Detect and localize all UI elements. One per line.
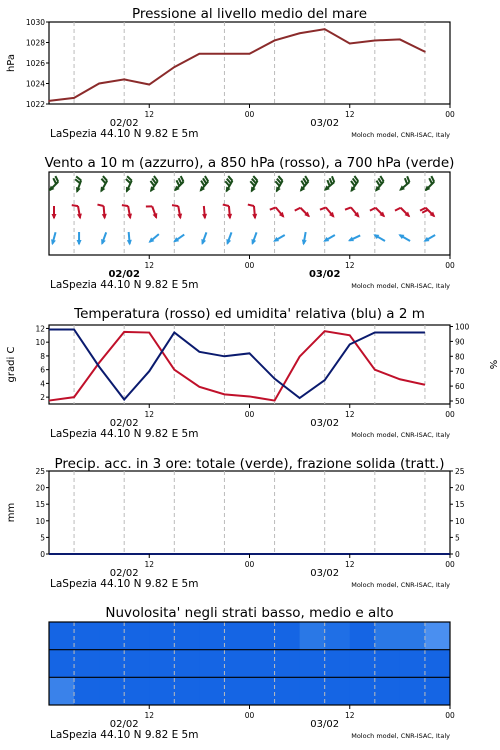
- cloud-cell: [300, 622, 326, 650]
- cloud-cell: [149, 622, 175, 650]
- x-tick-label: 12: [344, 110, 355, 119]
- pressure-point: [274, 40, 276, 42]
- y2-tick-label: 100: [455, 322, 470, 332]
- time-axis-4: [50, 705, 455, 741]
- y2-tick-label: 15: [455, 500, 465, 510]
- plot-frame-2: [49, 325, 450, 404]
- cloud-cell: [425, 622, 451, 650]
- y2-tick-label: 0: [455, 550, 460, 559]
- location-label: LaSpezia 44.10 N 9.82 E 5m: [50, 279, 199, 291]
- y-tick-label: 1024: [25, 79, 45, 89]
- x-tick-label: 12: [144, 711, 155, 720]
- x-tick-label: 12: [344, 410, 355, 419]
- x-tick-label: 00: [445, 711, 455, 720]
- x-tick-label: 00: [445, 110, 455, 119]
- y-tick-label: 10: [35, 516, 45, 526]
- y2-axis-label: %: [487, 359, 498, 370]
- cloud-cell: [250, 650, 276, 678]
- cloud-cell: [149, 650, 175, 678]
- cloud-cell: [74, 650, 100, 678]
- x-tick-label: 00: [244, 711, 255, 720]
- x-tick-label: 12: [344, 711, 355, 720]
- x-tick-label: 12: [144, 261, 155, 270]
- date-label: 03/02: [310, 568, 340, 579]
- cloud-cell: [49, 650, 75, 678]
- y2-tick-label: 90: [455, 337, 465, 347]
- cloud-cell: [174, 622, 200, 650]
- date-label: 03/02: [310, 719, 340, 730]
- cloud-cell: [375, 622, 401, 650]
- panel-title-4: Nuvolosita' negli strati basso, medio e alto: [105, 605, 394, 621]
- y-tick-label: 1030: [25, 18, 45, 27]
- location-label: LaSpezia 44.10 N 9.82 E 5m: [50, 128, 199, 140]
- cloud-cell: [174, 650, 200, 678]
- cloud-cell: [99, 622, 125, 650]
- cloud-cell: [300, 677, 326, 705]
- x-tick-label: 12: [344, 560, 355, 569]
- cloud-cell: [149, 677, 175, 705]
- pressure-point: [374, 40, 376, 42]
- cloud-cell: [325, 650, 351, 678]
- y2-tick-label: 20: [455, 483, 465, 493]
- y-tick-label: 4: [40, 379, 45, 389]
- model-label: Moloch model, CNR-ISAC, Italy: [351, 282, 450, 290]
- pressure-point: [123, 79, 125, 81]
- pressure-point: [299, 32, 301, 34]
- y-tick-label: 25: [35, 467, 45, 476]
- pressure-point: [424, 51, 426, 53]
- pressure-point: [48, 100, 50, 102]
- cloud-cell: [350, 622, 376, 650]
- cloud-cell: [224, 650, 250, 678]
- x-tick-label: 00: [244, 560, 255, 569]
- x-tick-label: 12: [144, 110, 155, 119]
- y-tick-label: 10: [35, 338, 45, 348]
- panel-title-2: Temperatura (rosso) ed umidita' relativa (blu) a 2 m: [74, 306, 425, 322]
- cloud-cell: [325, 677, 351, 705]
- y2-tick-label: 10: [455, 516, 465, 526]
- barb-feather: [122, 205, 128, 206]
- y-tick-label: 1022: [25, 100, 45, 109]
- cloud-cell: [224, 677, 250, 705]
- x-tick-label: 00: [244, 410, 255, 419]
- cloud-cell: [275, 650, 301, 678]
- model-label: Moloch model, CNR-ISAC, Italy: [351, 581, 450, 589]
- cloud-cell: [250, 622, 276, 650]
- y2-tick-label: 25: [455, 467, 465, 476]
- cloud-cell: [350, 650, 376, 678]
- pressure-point: [399, 39, 401, 41]
- model-label: Moloch model, CNR-ISAC, Italy: [351, 431, 450, 439]
- pressure-point: [199, 53, 201, 55]
- cloud-cell: [425, 677, 451, 705]
- y2-tick-label: 60: [455, 382, 465, 392]
- cloud-cell: [49, 677, 75, 705]
- y-tick-label: 20: [35, 483, 45, 493]
- y-tick-label: 8: [40, 351, 45, 361]
- cloud-cell: [325, 622, 351, 650]
- pressure-point: [224, 53, 226, 55]
- cloud-cell: [74, 677, 100, 705]
- cloud-cell: [300, 650, 326, 678]
- cloud-cell: [124, 650, 150, 678]
- x-tick-label: 00: [445, 410, 455, 419]
- y-tick-label: 5: [40, 533, 45, 543]
- x-tick-label: 12: [144, 560, 155, 569]
- cloud-cell: [250, 677, 276, 705]
- y2-tick-label: 5: [455, 533, 460, 543]
- cloud-cell: [199, 677, 225, 705]
- y-axis-label: gradi C: [6, 346, 17, 383]
- plot-frame-0: [49, 22, 450, 104]
- cloud-cell: [124, 622, 150, 650]
- y-tick-label: 12: [35, 324, 45, 334]
- panel-title-0: Pressione al livello medio del mare: [131, 6, 368, 22]
- date-label: 02/02: [109, 118, 139, 129]
- y-axis-label: mm: [6, 502, 17, 523]
- barb-feather: [172, 205, 178, 206]
- x-tick-label: 00: [244, 261, 255, 270]
- y-tick-label: 1026: [25, 59, 45, 68]
- x-tick-label: 00: [445, 261, 455, 270]
- date-label: 02/02: [109, 719, 139, 730]
- cloud-cell: [199, 622, 225, 650]
- cloud-cell: [74, 622, 100, 650]
- pressure-point: [148, 84, 150, 86]
- pressure-point: [249, 53, 251, 55]
- cloud-cell: [375, 650, 401, 678]
- time-axis-1: [50, 255, 455, 291]
- location-label: LaSpezia 44.10 N 9.82 E 5m: [50, 428, 199, 440]
- barb-feather: [72, 205, 78, 206]
- time-axis-3: [50, 554, 455, 590]
- model-label: Moloch model, CNR-ISAC, Italy: [351, 131, 450, 139]
- cloud-cell: [49, 622, 75, 650]
- x-tick-label: 00: [244, 110, 255, 119]
- location-label: LaSpezia 44.10 N 9.82 E 5m: [50, 578, 199, 590]
- y-axis-label: hPa: [6, 53, 17, 73]
- cloud-layer-1: [49, 650, 451, 678]
- y2-tick-label: 50: [455, 397, 465, 407]
- date-label: 02/02: [109, 418, 139, 429]
- date-label: 03/02: [308, 269, 341, 280]
- y-tick-label: 1028: [25, 38, 45, 48]
- y-tick-label: 6: [40, 365, 45, 375]
- pressure-point: [174, 66, 176, 68]
- date-label: 02/02: [108, 269, 140, 280]
- cloud-cell: [275, 622, 301, 650]
- date-label: 03/02: [310, 118, 340, 129]
- x-tick-label: 12: [344, 261, 355, 270]
- time-axis-0: [50, 104, 455, 140]
- cloud-cell: [99, 650, 125, 678]
- panel-title-3: Precip. acc. in 3 ore: totale (verde), frazione solida (tratt.): [54, 456, 445, 472]
- pressure-point: [349, 43, 351, 45]
- plot-frame-3: [49, 471, 450, 554]
- y2-tick-label: 70: [455, 367, 465, 377]
- plot-frame-1: [49, 172, 450, 255]
- y-tick-label: 2: [40, 393, 45, 403]
- date-label: 02/02: [109, 568, 139, 579]
- cloud-cell: [425, 650, 451, 678]
- pressure-point: [98, 83, 100, 85]
- model-label: Moloch model, CNR-ISAC, Italy: [351, 732, 450, 740]
- cloud-cell: [375, 677, 401, 705]
- date-label: 03/02: [310, 418, 340, 429]
- y-tick-label: 0: [40, 550, 45, 559]
- cloud-cell: [99, 677, 125, 705]
- cloud-cell: [350, 677, 376, 705]
- cloud-layer-2: [49, 677, 451, 705]
- cloud-layer-0: [49, 622, 451, 650]
- pressure-point: [324, 28, 326, 30]
- cloud-cell: [174, 677, 200, 705]
- cloud-cell: [124, 677, 150, 705]
- cloud-cell: [400, 650, 426, 678]
- cloud-cell: [400, 622, 426, 650]
- pressure-point: [73, 97, 75, 99]
- x-tick-label: 00: [445, 560, 455, 569]
- y2-tick-label: 80: [455, 352, 465, 362]
- panel-title-1: Vento a 10 m (azzurro), a 850 hPa (rosso), a 700 hPa (verde): [44, 155, 455, 171]
- cloud-cell: [275, 677, 301, 705]
- location-label: LaSpezia 44.10 N 9.82 E 5m: [50, 729, 199, 741]
- cloud-cell: [199, 650, 225, 678]
- x-tick-label: 12: [144, 410, 155, 419]
- time-axis-2: [50, 404, 455, 440]
- y-tick-label: 15: [35, 500, 45, 510]
- cloud-cell: [400, 677, 426, 705]
- cloud-cell: [224, 622, 250, 650]
